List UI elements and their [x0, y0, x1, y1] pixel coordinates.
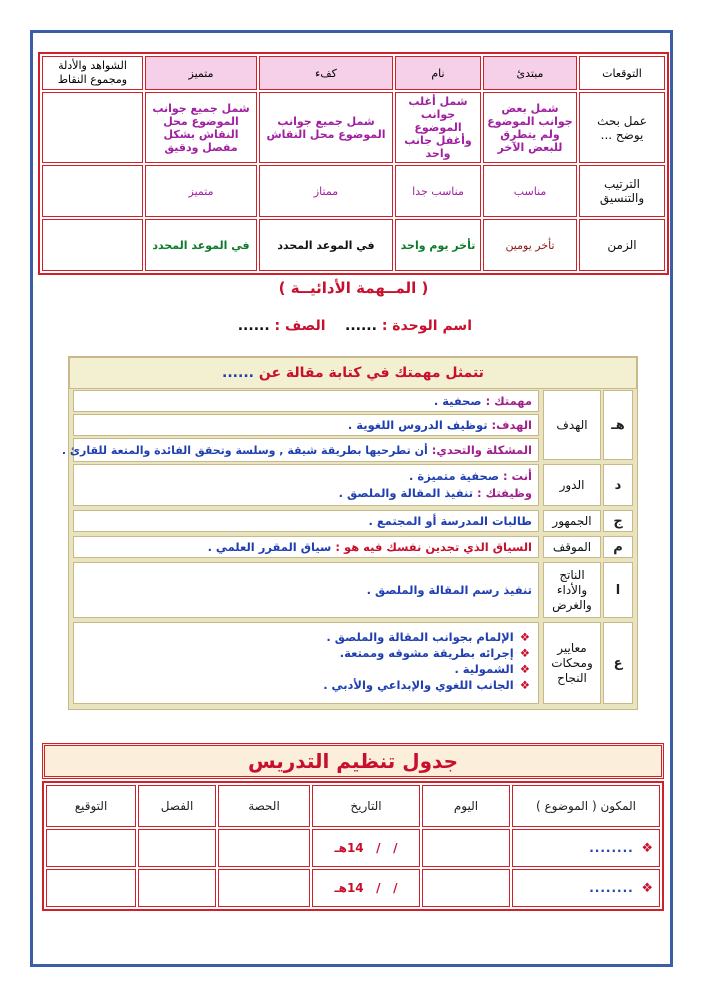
grasps-label: الدور: [543, 464, 601, 506]
task-title: ( المــهمة الأدائيــة ): [278, 279, 429, 297]
grasps-value: سياق المقرر العلمي .: [207, 540, 332, 554]
rubric-cell: تأخر يومين: [483, 219, 577, 271]
class-label: الصف :: [274, 318, 326, 334]
rubric-row: [42, 219, 665, 271]
grasps-label: معايير ومحكات النجاح: [543, 622, 601, 704]
schedule-period-cell[interactable]: [218, 869, 310, 907]
grasps-key: أنت :: [502, 469, 532, 483]
class-value[interactable]: ......: [237, 318, 270, 334]
grasps-value: تنفيذ رسم المقالة والملصق .: [366, 583, 532, 597]
grasps-body: [73, 536, 539, 558]
grasps-table: [61, 356, 638, 710]
schedule-class-cell[interactable]: [138, 829, 216, 867]
grasps-value: صحفية .: [433, 394, 482, 408]
grasps-body: [73, 510, 539, 532]
schedule-period-cell[interactable]: [218, 829, 310, 867]
grasps-key: السياق الذي تجدين نفسك فيه هو :: [335, 540, 532, 554]
grasps-line: [61, 438, 539, 462]
criteria-item: [82, 629, 530, 645]
rubric-cell: شمل أغلب جوانب الموضوع وأغفل جانب واحد: [395, 92, 481, 163]
grasps-label: الجمهور: [543, 510, 601, 532]
rubric-cell: تأخر يوم واحد: [395, 219, 481, 271]
schedule-row: [46, 869, 660, 907]
schedule-header-topic: المكون ( الموضوع ): [512, 785, 660, 827]
diamond-bullet-icon: ❖: [519, 630, 530, 644]
diamond-bullet-icon: ❖: [641, 840, 653, 856]
schedule-header-date: التاريخ: [312, 785, 420, 827]
rubric-table: [38, 52, 669, 275]
schedule-signature-cell[interactable]: [46, 869, 136, 907]
grasps-value: أن تطرحيها بطريقة شيقة , وسلسة وتحقق الفائدة والمتعة للقارئ .: [61, 443, 428, 457]
grasps-value: صحفية متميزة .: [409, 469, 499, 483]
rubric-row: [42, 92, 665, 163]
schedule-topic: ........: [589, 880, 634, 895]
unit-label: اسم الوحدة :: [381, 318, 472, 334]
rubric-cell[interactable]: [42, 92, 143, 163]
schedule-header-period: الحصة: [218, 785, 310, 827]
grasps-line: [409, 468, 532, 485]
grasps-line: [73, 510, 539, 532]
grasps-body: [61, 390, 539, 460]
grasps-letter: ا: [603, 562, 633, 618]
rubric-row-label: الترتيب والتنسيق: [579, 165, 665, 217]
grasps-row-goal: [61, 390, 633, 460]
schedule-header-row: [46, 785, 660, 827]
schedule-topic-cell[interactable]: [512, 869, 660, 907]
grasps-line: [339, 485, 532, 502]
grasps-line: [73, 536, 539, 558]
grasps-label: الناتج والأداء والغرض: [543, 562, 601, 618]
rubric-cell: في الموعد المحدد: [145, 219, 257, 271]
grasps-row-audience: [73, 510, 633, 532]
rubric-cell[interactable]: [42, 219, 143, 271]
grasps-row-standards: [73, 622, 633, 704]
rubric-row: [42, 165, 665, 217]
schedule-header-class: الفصل: [138, 785, 216, 827]
grasps-key: وظيفتك :: [477, 486, 532, 500]
rubric-cell: مناسب جدا: [395, 165, 481, 217]
criteria-text: إجرائه بطريقة مشوقه وممتعة.: [339, 646, 514, 660]
grasps-value: توظيف الدروس اللغوية .: [347, 418, 488, 432]
rubric-header-row: [42, 56, 665, 90]
rubric-cell: شمل جميع جوانب الموضوع محل النقاش: [259, 92, 393, 163]
rubric-header-evidence: الشواهد والأدلة ومجموع النقاط: [42, 56, 143, 90]
rubric-cell: شمل جميع جوانب الموضوع محل النقاش بشكل مفصل ودقيق: [145, 92, 257, 163]
grasps-criteria-list: [73, 622, 539, 704]
rubric-row-label: عمل بحث يوضح ...: [579, 92, 665, 163]
schedule-table: [42, 781, 664, 911]
criteria-item: [82, 661, 530, 677]
unit-line: [238, 318, 472, 334]
grasps-body: [73, 562, 539, 618]
criteria-text: الجانب اللغوي والإبداعي والأدبي .: [323, 678, 514, 692]
grasps-label: الهدف: [543, 390, 601, 460]
diamond-bullet-icon: ❖: [519, 662, 530, 676]
schedule-title: جدول تنظيم التدريس: [42, 743, 664, 779]
grasps-letter: د: [603, 464, 633, 506]
schedule-topic-cell[interactable]: [512, 829, 660, 867]
grasps-key: المشكلة والتحدي:: [431, 443, 532, 457]
rubric-cell: مناسب: [483, 165, 577, 217]
criteria-text: الإلمام بجوانب المقالة والملصق .: [326, 630, 514, 644]
schedule-date[interactable]: / / 14هـ: [312, 829, 420, 867]
grasps-line-group: [73, 464, 539, 506]
rubric-header-expectations: التوقعات: [579, 56, 665, 90]
rubric-cell: متميز: [145, 165, 257, 217]
grasps-title-text: تتمثل مهمتك في كتابة مقالة عن: [258, 365, 484, 381]
grasps-row-situation: [73, 536, 633, 558]
rubric-header-excellent: متميز: [145, 56, 257, 90]
grasps-row-product: [73, 562, 633, 618]
rubric-cell: في الموعد المحدد: [259, 219, 393, 271]
rubric-header-proficient: كفء: [259, 56, 393, 90]
grasps-letter: ع: [603, 622, 633, 704]
schedule-class-cell[interactable]: [138, 869, 216, 907]
diamond-bullet-icon: ❖: [519, 678, 530, 692]
rubric-header-beginner: مبتدئ: [483, 56, 577, 90]
grasps-key: مهمتك :: [485, 394, 532, 408]
schedule-signature-cell[interactable]: [46, 829, 136, 867]
grasps-letter: ج: [603, 510, 633, 532]
schedule-date[interactable]: / / 14هـ: [312, 869, 420, 907]
criteria-item: [82, 677, 530, 693]
schedule-header-signature: التوقيع: [46, 785, 136, 827]
grasps-body: [73, 464, 539, 506]
rubric-row-label: الزمن: [579, 219, 665, 271]
schedule-day-cell[interactable]: [422, 869, 510, 907]
schedule-row: [46, 829, 660, 867]
criteria-text: الشمولية .: [454, 662, 514, 676]
grasps-letter: م: [603, 536, 633, 558]
diamond-bullet-icon: ❖: [641, 880, 653, 896]
grasps-line: [73, 414, 539, 436]
rubric-cell: شمل بعض جوانب الموضوع ولم يتطرق للبعض الآخر: [483, 92, 577, 163]
grasps-row-role: [73, 464, 633, 506]
rubric-cell: ممتاز: [259, 165, 393, 217]
schedule-header-day: اليوم: [422, 785, 510, 827]
grasps-title-dots[interactable]: ......: [222, 365, 254, 381]
grasps-title: [69, 357, 637, 389]
criteria-item: [82, 645, 530, 661]
grasps-line: [73, 390, 539, 412]
schedule-topic: ........: [589, 840, 634, 855]
grasps-value: تنفيذ المقالة والملصق .: [338, 486, 474, 500]
unit-value[interactable]: ......: [345, 318, 377, 334]
grasps-line: [73, 562, 539, 618]
grasps-body: [73, 622, 539, 704]
schedule-day-cell[interactable]: [422, 829, 510, 867]
grasps-letter: هـ: [603, 390, 633, 460]
rubric-cell[interactable]: [42, 165, 143, 217]
grasps-value: طالبات المدرسة أو المجتمع .: [368, 514, 532, 528]
grasps-label: الموقف: [543, 536, 601, 558]
rubric-header-developing: نام: [395, 56, 481, 90]
grasps-key: الهدف:: [491, 418, 532, 432]
diamond-bullet-icon: ❖: [519, 646, 530, 660]
